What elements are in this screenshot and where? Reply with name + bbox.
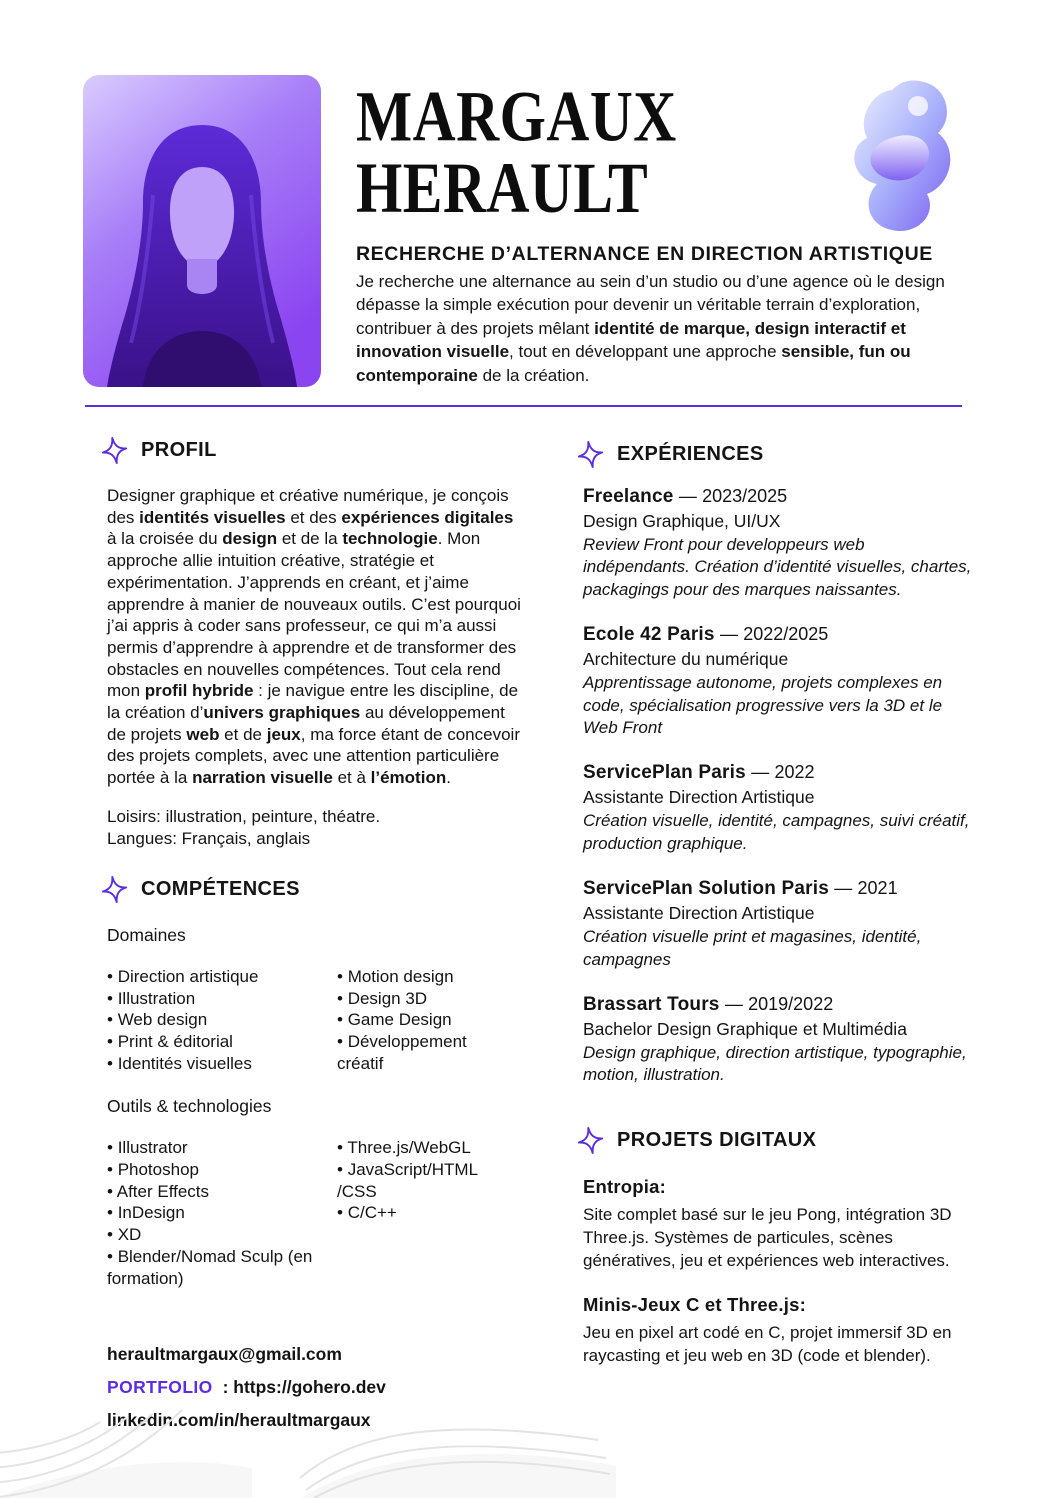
- experience-heading: [583, 878, 987, 900]
- experience-item: [583, 762, 987, 855]
- experience-heading: [583, 486, 987, 508]
- competences-section-heading: [107, 876, 527, 903]
- experience-description: Apprentissage autonome, projets complexes en code, spécialisation progressive vers la 3D et le Web Front: [583, 673, 943, 738]
- list-item: • Design 3D: [337, 988, 505, 1010]
- email-link[interactable]: heraultmargaux@gmail.com: [107, 1344, 342, 1364]
- text-segment: , ma force étant de concevoir des projets complets, avec une attention particulière portée à la: [107, 724, 520, 788]
- experience-period: 2022/2025: [743, 624, 829, 645]
- experience-item: [583, 624, 987, 739]
- dash-separator: —: [751, 762, 770, 783]
- experience-role: Assistante Direction Artistique: [583, 787, 815, 808]
- domaines-lists: [107, 966, 527, 1075]
- text-segment: . Mon approche allie intuition créative, stratégie et expérimentation. J’apprends en créant, et j’aime apprendre à manier de nouveaux outils. C’est pourquoi j’ai appris à coder sans professeur, ce qui m’a aussi permis d’apprendre à apprendre et de transformer des obstacles en nouvelles compétences. Tout cela rend mon: [107, 529, 521, 701]
- list-item: • InDesign: [107, 1202, 315, 1224]
- text-segment: Je recherche une alternance au sein d’un studio ou d’une agence où le design dépasse la simple exécution pour devenir un véritable terrain d’exploration, contribuer à des projets mêlant: [356, 272, 945, 338]
- outils-list-col2: [337, 1137, 505, 1289]
- list-item: • Développement créatif: [337, 1031, 505, 1074]
- sparkle-icon: [99, 874, 130, 905]
- profile-photo: [83, 75, 321, 387]
- list-item: • Blender/Nomad Sculp (en formation): [107, 1246, 315, 1289]
- domaines-label: Domaines: [107, 924, 186, 945]
- profil-title: PROFIL: [141, 439, 217, 461]
- experience-description: Création visuelle print et magasines, identité, campagnes: [583, 927, 922, 969]
- text-segment: identités visuelles: [139, 507, 286, 527]
- list-item: • Game Design: [337, 1009, 505, 1031]
- experience-item: [583, 486, 987, 601]
- dash-separator: —: [724, 994, 743, 1015]
- text-segment: web: [186, 724, 220, 744]
- experience-item: [583, 994, 987, 1087]
- sparkle-icon: [575, 1125, 606, 1156]
- list-item: • XD: [107, 1224, 315, 1246]
- text-segment: narration visuelle: [192, 768, 333, 788]
- intro-paragraph: [356, 270, 958, 387]
- text-segment: et de: [219, 724, 267, 744]
- list-item: • After Effects: [107, 1181, 315, 1203]
- projets-title: PROJETS DIGITAUX: [617, 1128, 817, 1151]
- project-item: [583, 1176, 987, 1272]
- dash-separator: —: [678, 486, 697, 506]
- list-item: • Identités visuelles: [107, 1053, 315, 1075]
- experience-period: 2019/2022: [748, 994, 834, 1015]
- project-description: Site complet basé sur le jeu Pong, intégration 3D Three.js. Systèmes de particules, scènes génératives, jeu et expériences web interactives.: [583, 1204, 952, 1270]
- experience-heading: [583, 762, 987, 784]
- portfolio-line: [107, 1377, 386, 1398]
- text-segment: Designer graphique et créative numérique, je conçois des: [107, 486, 509, 527]
- left-column: [107, 437, 527, 1289]
- portfolio-label: PORTFOLIO: [107, 1377, 213, 1397]
- experience-description: Design graphique, direction artistique, typographie, motion, illustration.: [583, 1043, 967, 1085]
- project-title: Minis-Jeux C et Three.js:: [583, 1293, 806, 1315]
- right-column: [583, 441, 987, 1367]
- text-segment: design: [222, 529, 278, 549]
- outils-label: Outils & technologies: [107, 1096, 272, 1117]
- name-line-2: HERAULT: [356, 148, 649, 229]
- dash-separator: —: [719, 624, 738, 645]
- name-line-1: MARGAUX: [356, 77, 677, 157]
- list-item: • Illustrator: [107, 1137, 315, 1159]
- project-description: Jeu en pixel art codé en C, projet immersif 3D en raycasting et jeu web en 3D (code et blender).: [583, 1322, 952, 1365]
- text-segment: .: [446, 768, 451, 788]
- text-segment: l’émotion: [370, 768, 447, 788]
- project-title: Entropia:: [583, 1175, 666, 1197]
- experience-title: Freelance: [583, 486, 674, 507]
- experience-title: ServicePlan Solution Paris: [583, 878, 829, 900]
- experience-heading: [583, 994, 987, 1016]
- sparkle-icon: [99, 435, 130, 466]
- competences-title: COMPÉTENCES: [141, 877, 300, 900]
- loisirs-line: Loisirs: illustration, peinture, théatre.: [107, 806, 381, 826]
- experiences-title: EXPÉRIENCES: [617, 443, 764, 465]
- text-segment: , tout en développant une approche: [509, 342, 782, 362]
- text-segment: expériences digitales: [341, 507, 514, 527]
- experience-item: [583, 878, 987, 971]
- experience-description: Création visuelle, identité, campagnes, suivi créatif, production graphique.: [583, 811, 970, 853]
- langues-line: Langues: Français, anglais: [107, 828, 311, 848]
- contact-block: [107, 1344, 386, 1443]
- text-segment: au développement de projets: [107, 703, 505, 744]
- sparkle-icon: [575, 439, 606, 470]
- text-segment: de la création.: [477, 365, 590, 385]
- profile-photo-illustration: [83, 75, 321, 387]
- list-item: • Direction artistique: [107, 966, 315, 988]
- experience-role: Bachelor Design Graphique et Multimédia: [583, 1019, 907, 1040]
- experiences-section-heading: [583, 441, 987, 468]
- text-segment: technologie: [342, 529, 438, 549]
- list-item: • Illustration: [107, 988, 315, 1010]
- experience-role: Design Graphique, UI/UX: [583, 511, 781, 531]
- headline: RECHERCHE D’ALTERNANCE EN DIRECTION ARTISTIQUE: [356, 243, 933, 265]
- name-title: [356, 77, 938, 229]
- experience-title: Brassart Tours: [583, 994, 720, 1016]
- linkedin-link[interactable]: linkedin.com/in/heraultmargaux: [107, 1410, 371, 1430]
- text-segment: à la croisée du: [107, 529, 223, 549]
- list-item: • Three.js/WebGL: [337, 1137, 505, 1159]
- divider-line: [85, 405, 962, 407]
- experience-description: Review Front pour developpeurs web indépendants. Création d’identité visuelles, chartes, packagings pour des marques naissantes.: [583, 535, 972, 599]
- list-item: • C/C++: [337, 1202, 505, 1224]
- text-segment: identité de marque, design interactif et innovation visuelle: [356, 318, 906, 362]
- text-segment: et à: [332, 768, 371, 788]
- outils-list-col1: [107, 1137, 337, 1289]
- dash-separator: —: [834, 878, 853, 899]
- experience-period: 2021: [857, 878, 898, 899]
- profil-paragraph: [107, 485, 527, 789]
- list-item: • Print & éditorial: [107, 1031, 315, 1053]
- experience-heading: [583, 624, 987, 646]
- profil-section-heading: [107, 437, 527, 464]
- text-segment: univers graphiques: [203, 703, 361, 723]
- header-block: [356, 77, 962, 390]
- text-segment: jeux: [266, 724, 301, 744]
- text-segment: et des: [285, 507, 342, 527]
- experience-title: Ecole 42 Paris: [583, 624, 715, 646]
- experience-role: Architecture du numérique: [583, 649, 789, 670]
- experience-period: 2022: [774, 762, 815, 783]
- text-segment: profil hybride: [144, 681, 254, 701]
- domaines-list-col1: [107, 966, 337, 1075]
- project-item: [583, 1294, 987, 1367]
- list-item: • Photoshop: [107, 1159, 315, 1181]
- outils-lists: [107, 1137, 527, 1289]
- list-item: • JavaScript/HTML /CSS: [337, 1159, 505, 1202]
- text-segment: et de la: [277, 529, 343, 549]
- list-item: • Web design: [107, 1009, 315, 1031]
- portfolio-link[interactable]: : https://gohero.dev: [222, 1377, 386, 1397]
- domaines-list-col2: [337, 966, 505, 1075]
- text-segment: : je navigue entre les discipline, de la création d’: [107, 681, 519, 723]
- experience-title: ServicePlan Paris: [583, 762, 746, 784]
- experience-role: Assistante Direction Artistique: [583, 903, 815, 924]
- experience-period: 2023/2025: [702, 486, 788, 506]
- list-item: • Motion design: [337, 966, 505, 988]
- text-segment: sensible, fun ou contemporaine: [356, 342, 911, 385]
- projets-section-heading: [583, 1127, 987, 1154]
